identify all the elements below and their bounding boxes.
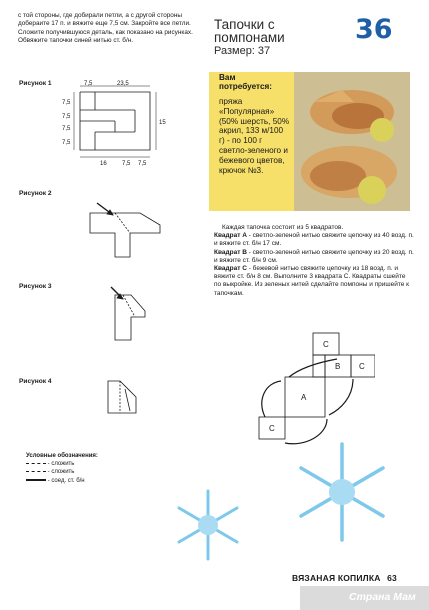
legend-title: Условные обозначения: — [26, 453, 98, 459]
snowflake-large-icon — [290, 440, 395, 545]
article-title: Тапочки с помпонами — [214, 17, 285, 45]
legend-item — [26, 477, 98, 485]
intro-paragraph: с той стороны, где добирали петли, а с другой стороны добераите 17 п. и вяжите еще 7,5 см. Закройте все петли. Сложите получившуюся деталь, как показано на рисунках. Обвяжите тапочки синей нитью ст. б/н. — [18, 12, 193, 44]
dim-label: 7,5 — [122, 161, 131, 167]
figure-2-label: Рисунок 2 — [19, 190, 52, 197]
figure-1-pattern — [60, 80, 180, 170]
square-label: A — [301, 393, 307, 402]
article-number: 36 — [355, 14, 393, 45]
square-label: C — [323, 340, 329, 349]
materials-heading: Вам потребуется: — [219, 73, 272, 91]
square-c-text — [214, 265, 414, 298]
figure-3-label: Рисунок 3 — [19, 283, 52, 290]
figure-3-pattern — [105, 285, 155, 355]
description-intro: Каждая тапочка состоит из 5 квадратов. — [222, 224, 344, 231]
square-b-text — [214, 249, 414, 265]
footer — [292, 573, 397, 583]
dim-label: 16 — [100, 161, 107, 167]
legend-item — [26, 460, 98, 468]
article-size: Размер: 37 — [214, 45, 271, 57]
dim-label: 7,5 — [138, 161, 147, 167]
magazine-name: ВЯЗАНАЯ КОПИЛКА — [292, 573, 381, 583]
square-a-body: - светло-зеленой нитью свяжите цепочку из 40 возд. п. и вяжите ст. б/н 17 см. — [214, 232, 414, 248]
figure-4-label: Рисунок 4 — [19, 378, 52, 385]
legend-item-text: - сложить — [47, 461, 75, 468]
figure-2-pattern — [85, 195, 165, 265]
dim-label: 7,5 — [62, 126, 71, 132]
slippers-photo — [294, 72, 410, 211]
assembly-diagram — [245, 325, 375, 450]
square-a-text — [214, 232, 414, 248]
slippers-illustration — [294, 72, 410, 211]
legend-item — [26, 468, 98, 476]
dim-label: 7,5 — [62, 114, 71, 120]
dim-label: 23,5 — [117, 81, 129, 87]
watermark: Страна Мам — [349, 591, 416, 603]
dim-label: 7,5 — [84, 81, 93, 87]
square-a-label: Квадрат А — [214, 232, 247, 240]
dim-label: 7,5 — [62, 100, 71, 106]
square-c-body: - бежевой нитью свяжите цепочку из 18 возд. п. и вяжите ст. б/н 8 см. Выполните 3 квадрата С. Квадраты сшейте по выкройке. Из зеленых нитей сделайте помпоны и пришейте к тапочкам. — [214, 265, 410, 297]
square-label: C — [269, 424, 275, 433]
legend — [26, 452, 98, 485]
square-label: C — [359, 362, 365, 371]
snowflake-small-icon — [168, 485, 248, 565]
figure-4-pattern — [100, 375, 150, 420]
legend-item-text: - соед. ст. б/н — [47, 477, 85, 484]
dim-label: 15 — [159, 120, 166, 126]
square-b-label: Квадрат В — [214, 248, 247, 256]
figure-1-label: Рисунок 1 — [19, 80, 52, 87]
square-c-label: Квадрат С — [214, 265, 247, 273]
dim-label: 7,5 — [62, 140, 71, 146]
materials-text: пряжа «Популярная» (50% шерсть, 50% акрил, 133 м/100 г) - по 100 г светло-зеленого и бежевого цветов, крючок №3. — [219, 97, 290, 175]
description-block — [214, 224, 414, 298]
square-b-body: - светло-зеленой нитью свяжите цепочку из 20 возд. п. и вяжите ст. б/н 9 см. — [214, 248, 414, 264]
page-number: 63 — [387, 573, 397, 583]
legend-item-text: - сложить — [47, 469, 75, 476]
square-label: B — [335, 362, 341, 371]
